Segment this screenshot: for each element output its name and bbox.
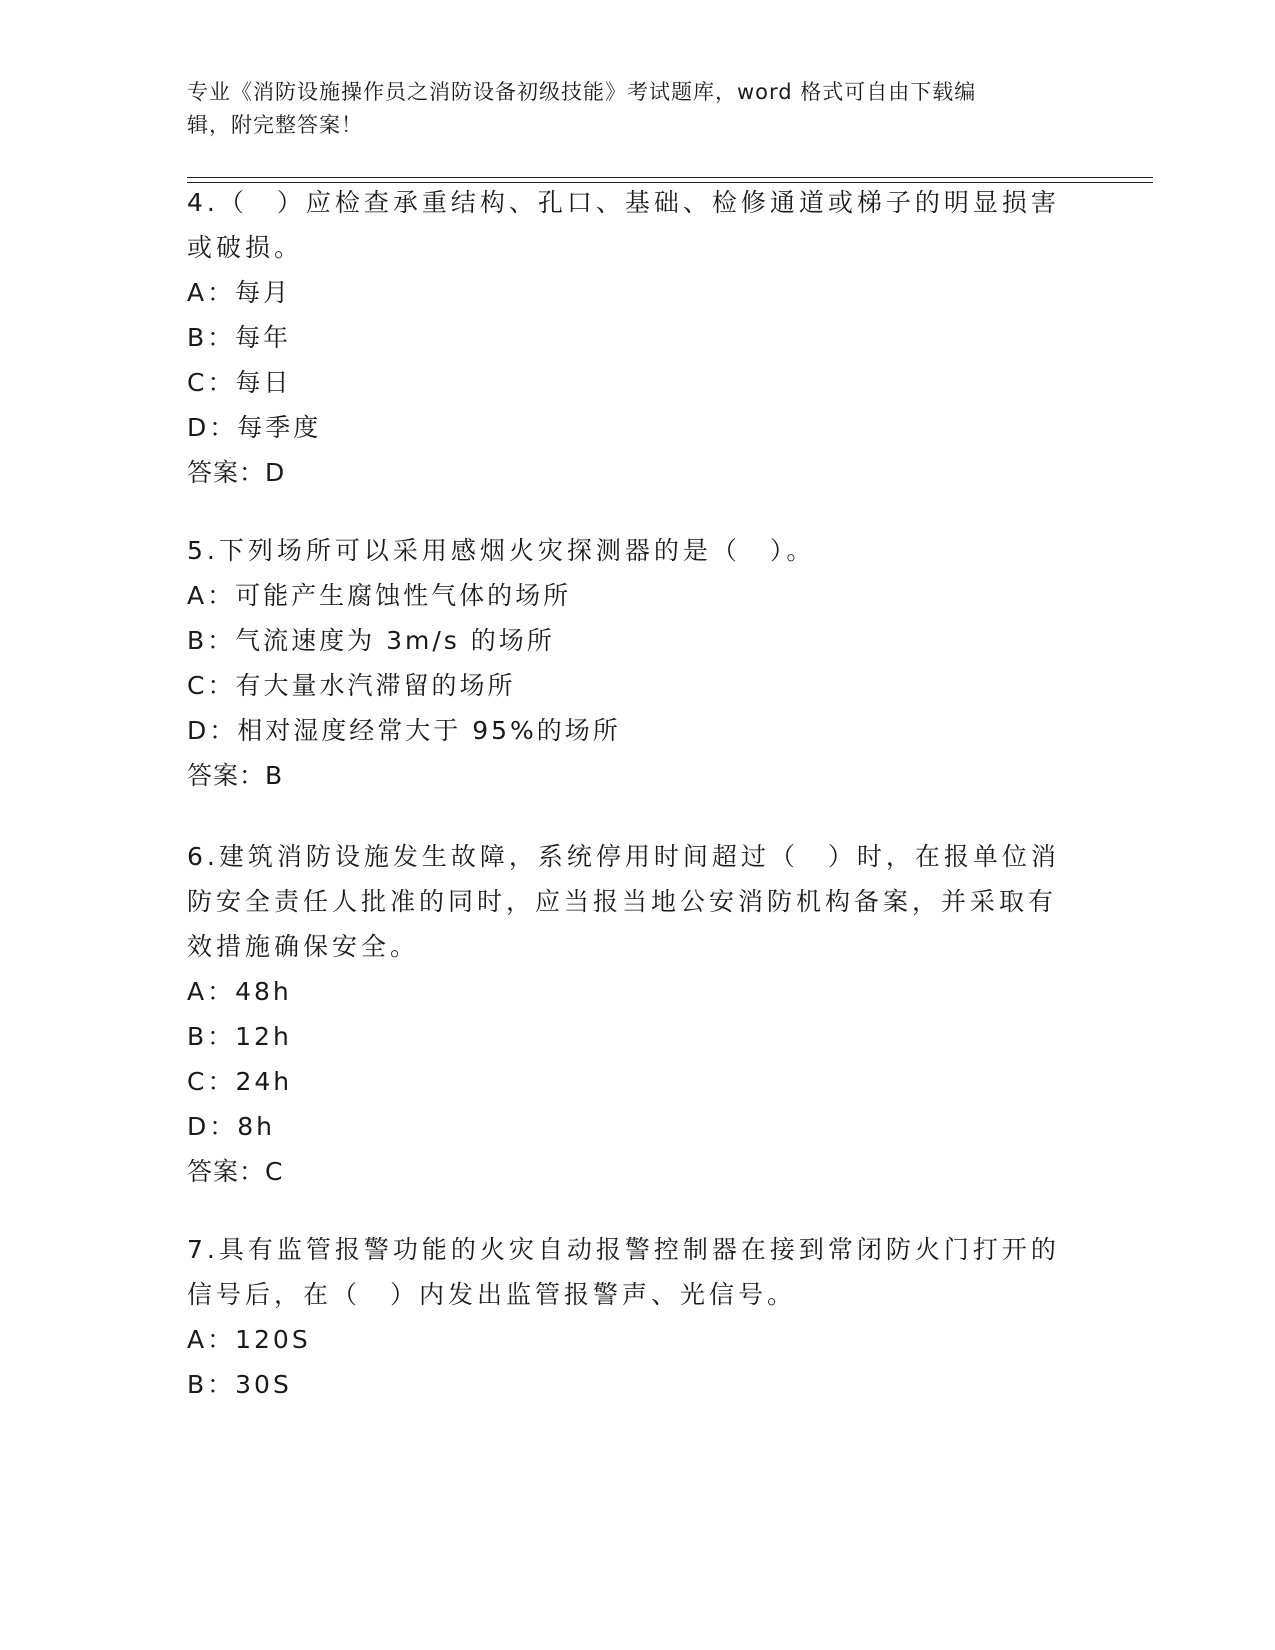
answer-value: B xyxy=(265,761,284,790)
header-line-1: 专业《消防设施操作员之消防设备初级技能》考试题库，word 格式可自由下载编 xyxy=(187,80,977,104)
option-b: B：12h xyxy=(187,1022,292,1051)
question-5 xyxy=(187,528,1067,798)
question-stem-line: 7.具有监管报警功能的火灾自动报警控制器在接到常闭防火门打开的 xyxy=(187,1235,1060,1264)
header-line-2: 辑，附完整答案！ xyxy=(187,113,363,137)
question-stem-line: 6.建筑消防设施发生故障，系统停用时间超过（ ）时，在报单位消 xyxy=(187,842,1060,871)
answer-line xyxy=(187,450,1067,495)
question-6 xyxy=(187,834,1067,1194)
option-d: D：8h xyxy=(187,1112,276,1141)
option-c: C：每日 xyxy=(187,368,292,397)
answer-value: C xyxy=(265,1157,284,1186)
question-stem-line: 或破损。 xyxy=(187,233,304,262)
question-stem-line: 防安全责任人批准的同时，应当报当地公安消防机构备案，并采取有 xyxy=(187,887,1058,916)
answer-label: 答案： xyxy=(187,1157,266,1186)
question-stem-line: 效措施确保安全。 xyxy=(187,932,420,961)
option-a: A：可能产生腐蚀性气体的场所 xyxy=(187,581,572,610)
answer-line xyxy=(187,1149,1067,1194)
answer-label: 答案： xyxy=(187,458,266,487)
option-b: B：30S xyxy=(187,1370,292,1399)
option-a: A：120S xyxy=(187,1325,311,1354)
question-4 xyxy=(187,180,1067,495)
document-header xyxy=(187,76,1067,142)
question-stem-line: 信号后，在（ ）内发出监管报警声、光信号。 xyxy=(187,1280,797,1309)
option-b: B：每年 xyxy=(187,323,292,352)
option-b: B：气流速度为 3m/s 的场所 xyxy=(187,626,555,655)
answer-value: D xyxy=(265,458,286,487)
question-stem-line: 4.（ ）应检查承重结构、孔口、基础、检修通道或梯子的明显损害 xyxy=(187,188,1060,217)
option-d: D：相对湿度经常大于 95%的场所 xyxy=(187,716,621,745)
option-c: C：有大量水汽滞留的场所 xyxy=(187,671,516,700)
question-stem-line: 5.下列场所可以采用感烟火灾探测器的是（ ）。 xyxy=(187,536,816,565)
header-divider-top xyxy=(187,177,1153,178)
answer-label: 答案： xyxy=(187,761,266,790)
option-a: A：48h xyxy=(187,977,292,1006)
answer-line xyxy=(187,753,1067,798)
option-c: C：24h xyxy=(187,1067,293,1096)
option-d: D：每季度 xyxy=(187,413,322,442)
question-7 xyxy=(187,1227,1067,1407)
option-a: A：每月 xyxy=(187,278,292,307)
